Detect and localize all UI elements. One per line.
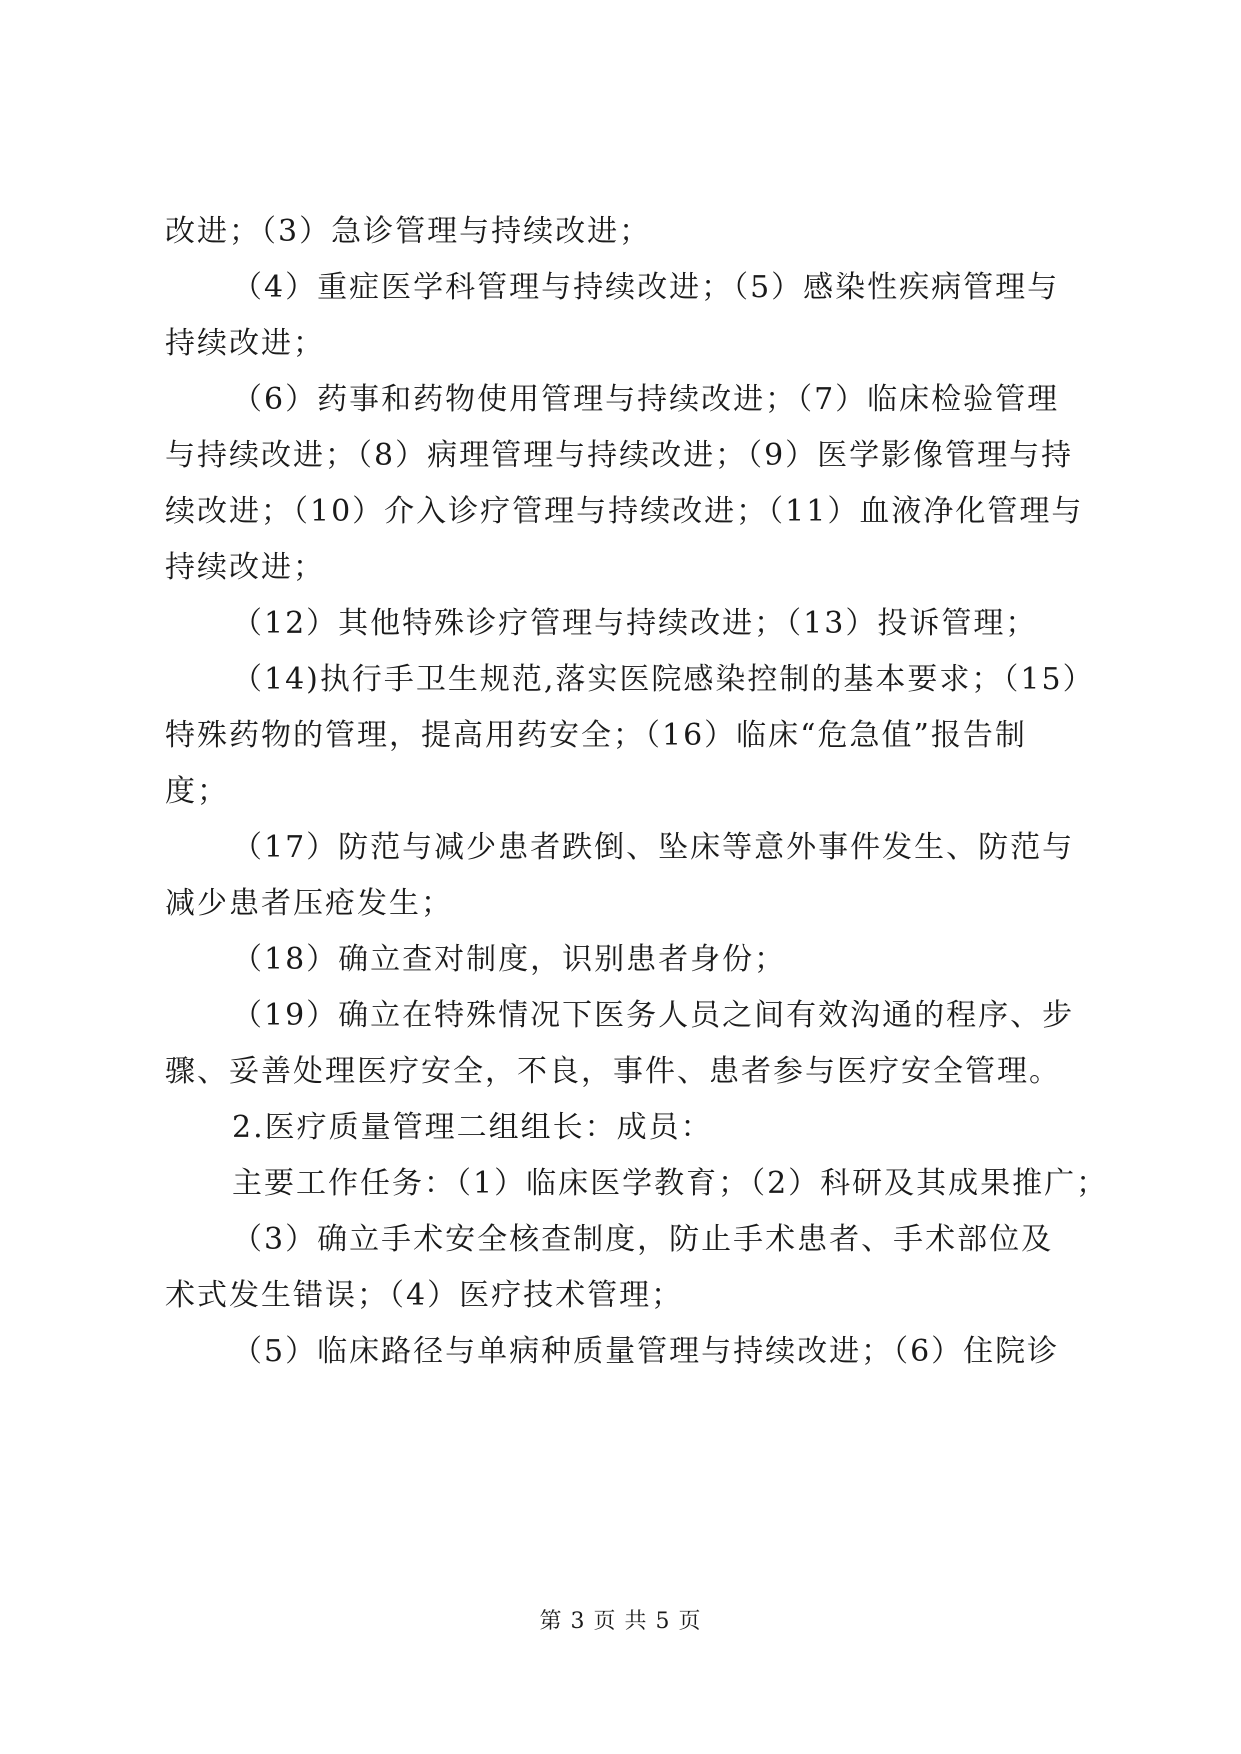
text-line-21: （5）临床路径与单病种质量管理与持续改进；（6）住院诊	[232, 1334, 1060, 1369]
text-line-10: 特殊药物的管理，提高用药安全；（16）临床“危急值”报告制	[165, 718, 1027, 753]
text-line-1: 改进；（3）急诊管理与持续改进；	[165, 214, 652, 249]
text-line-16: 骤、妥善处理医疗安全，不良，事件、患者参与医疗安全管理。	[165, 1054, 1061, 1089]
text-line-8: （12）其他特殊诊疗管理与持续改进；（13）投诉管理；	[232, 606, 1038, 641]
text-line-3: 持续改进；	[165, 326, 325, 361]
text-line-17: 2.医疗质量管理二组组长：成员：	[232, 1110, 713, 1145]
text-line-15: （19）确立在特殊情况下医务人员之间有效沟通的程序、步	[232, 998, 1075, 1033]
text-line-5: 与持续改进；（8）病理管理与持续改进；（9）医学影像管理与持	[165, 438, 1074, 473]
text-line-7: 持续改进；	[165, 550, 325, 585]
text-line-19: （3）确立手术安全核查制度，防止手术患者、手术部位及	[232, 1222, 1054, 1257]
text-line-2: （4）重症医学科管理与持续改进；（5）感染性疾病管理与	[232, 270, 1060, 305]
text-line-14: （18）确立查对制度，识别患者身份；	[232, 942, 787, 977]
page-footer: 第 3 页 共 5 页	[539, 1609, 702, 1634]
text-line-12: （17）防范与减少患者跌倒、坠床等意外事件发生、防范与	[232, 830, 1075, 865]
text-line-6: 续改进；（10）介入诊疗管理与持续改进；（11）血液净化管理与	[165, 494, 1084, 529]
text-line-11: 度；	[165, 774, 229, 809]
text-line-20: 术式发生错误；（4）医疗技术管理；	[165, 1278, 684, 1313]
text-line-18: 主要工作任务：（1）临床医学教育；（2）科研及其成果推广；	[232, 1166, 1109, 1201]
text-line-9: （14)执行手卫生规范,落实医院感染控制的基本要求；（15）	[232, 662, 1095, 697]
text-line-13: 减少患者压疮发生；	[165, 886, 453, 921]
text-line-4: （6）药事和药物使用管理与持续改进；（7）临床检验管理	[232, 382, 1060, 417]
